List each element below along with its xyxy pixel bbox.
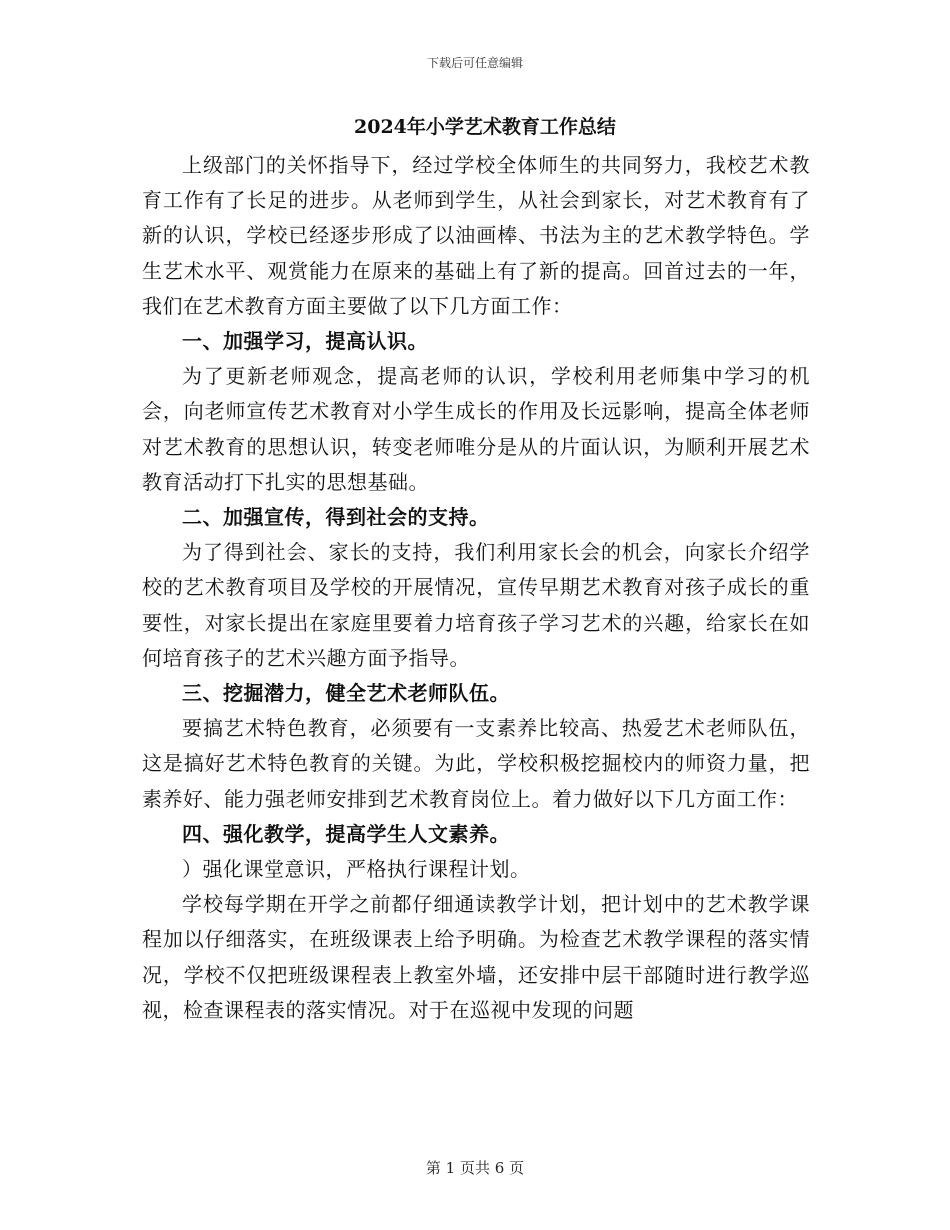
section-heading-4: 四、强化教学，提高学生人文素养。 [182, 821, 510, 846]
section-body-4: 学校每学期在开学之前都仔细通读教学计划，把计划中的艺术教学课程加以仔细落实，在班级课表上给予明确。为检查艺术教学课程的落实情况，学校不仅把班级课程表上教室外墙，还安排中层干部随时进行教学巡视，检查课程表的落实情况。对于在巡视中发现的问题 [142, 892, 810, 1022]
section-heading-2: 二、加强宣传，得到社会的支持。 [182, 505, 490, 530]
section-heading-1: 一、加强学习，提高认识。 [182, 329, 428, 354]
page-header-note: 下载后可任意编辑 [426, 56, 523, 70]
section-body-3: 要搞艺术特色教育，必须要有一支素养比较高、热爱艺术老师队伍，这是搞好艺术特色教育的关键。为此，学校积极挖掘校内的师资力量，把素养好、能力强老师安排到艺术教育岗位上。着力做好以下几方面工作： [142, 716, 810, 811]
section-heading-3: 三、挖掘潜力，健全艺术老师队伍。 [182, 681, 510, 706]
intro-paragraph: 上级部门的关怀指导下，经过学校全体师生的共同努力，我校艺术教育工作有了长足的进步。从老师到学生，从社会到家长，对艺术教育有了新的认识，学校已经逐步形成了以油画棒、书法为主的艺术教学特色。学生艺术水平、观赏能力在原来的基础上有了新的提高。回首过去的一年，我们在艺术教育方面主要做了以下几方面工作： [142, 153, 810, 318]
document-title: 2024年小学艺术教育工作总结 [354, 116, 616, 138]
document-body [142, 110, 810, 1028]
section-body-1: 为了更新老师观念，提高老师的认识，学校利用老师集中学习的机会，向老师宣传艺术教育对小学生成长的作用及长远影响，提高全体老师对艺术教育的思想认识，转变老师唯分是从的片面认识，为顺利开展艺术教育活动打下扎实的思想基础。 [142, 364, 810, 494]
page-number: 第 1 页共 6 页 [425, 1159, 525, 1177]
section-sub-item-4: ）强化课堂意识，严格执行课程计划。 [182, 857, 531, 882]
section-body-2: 为了得到社会、家长的支持，我们利用家长会的机会，向家长介绍学校的艺术教育项目及学校的开展情况，宣传早期艺术教育对孩子成长的重要性，对家长提出在家庭里要着力培育孩子学习艺术的兴趣，给家长在如何培育孩子的艺术兴趣方面予指导。 [142, 540, 810, 670]
